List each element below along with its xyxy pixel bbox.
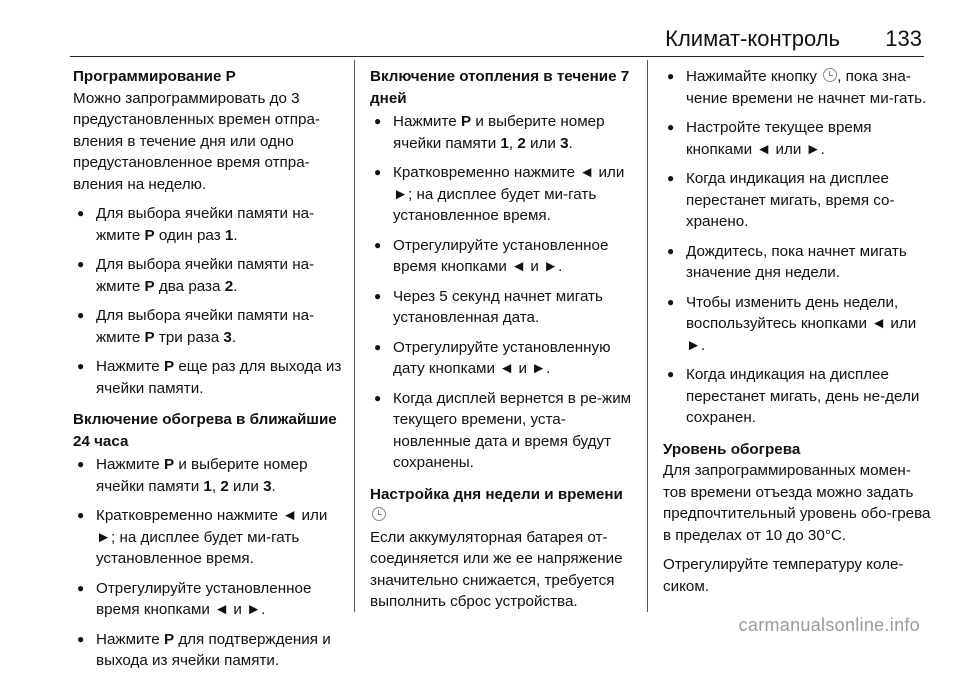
watermark: carmanualsonline.info [738, 615, 920, 635]
list-item: ● Нажмите P еще раз для выхода из ячейки памяти. [73, 356, 345, 399]
column-divider [354, 60, 355, 612]
column-divider [647, 60, 648, 612]
list-item: ● Через 5 секунд начнет мигать установленная дата. [370, 286, 632, 329]
list-item: ● Отрегулируйте установленное время кнопками ◄ и ►. [370, 235, 632, 278]
clock-icon [372, 507, 386, 521]
section-heading: Программирование P [73, 68, 236, 85]
column-1 [73, 66, 345, 682]
header-rule [70, 56, 924, 57]
section-heading: Включение отопления в течение 7 дней [370, 68, 630, 107]
paragraph: Если аккумуляторная батарея от-соединяется или же ее напряжение значительно снижается, требуется выполнить сброс устройства. [370, 528, 623, 610]
list-item: ● Для выбора ячейки памяти на-жмите P два раза 2. [73, 254, 345, 297]
paragraph: Отрегулируйте температуру коле-сиком. [663, 556, 904, 595]
bullet-list [73, 203, 345, 399]
list-item: ● Нажмите P и выберите номер ячейки памяти 1, 2 или 3. [73, 454, 345, 497]
paragraph: Можно запрограммировать до 3 предустановленных времен отпра-вления в течение дня или одно предустановленное время отпра-вления на неделю. [73, 89, 320, 193]
page-number: 133 [885, 26, 922, 51]
list-item: ● Когда индикация на дисплее перестанет мигать, день не-дели сохранен. [663, 364, 931, 429]
bullet-list [370, 111, 632, 474]
list-item: ● Дождитесь, пока начнет мигать значение дня недели. [663, 241, 931, 284]
list-item: ● Нажмите P и выберите номер ячейки памяти 1, 2 или 3. [370, 111, 632, 154]
section-heading: Уровень обогрева [663, 440, 801, 458]
section-heading: Настройка дня недели и времени [370, 484, 632, 527]
list-item: ● Нажмите P для подтверждения и выхода из ячейки памяти. [73, 629, 345, 672]
bullet-list [663, 66, 931, 429]
list-item: ● Когда индикация на дисплее перестанет мигать, время со-хранено. [663, 168, 931, 233]
list-item: ● Когда дисплей вернется в ре-жим текущего времени, уста-новленные дата и время будут сохранены. [370, 388, 632, 474]
page-title: Климат-контроль [665, 26, 840, 51]
clock-icon [823, 68, 837, 82]
list-item: ● Кратковременно нажмите ◄ или ►; на дисплее будет ми-гать установленное время. [73, 505, 345, 570]
column-3 [663, 66, 931, 605]
page-header [0, 0, 960, 58]
list-item: ● Нажимайте кнопку , пока зна-чение времени не начнет ми-гать. [663, 66, 931, 109]
list-item: ● Отрегулируйте установленное время кнопками ◄ и ►. [73, 578, 345, 621]
list-item: ● Для выбора ячейки памяти на-жмите P три раза 3. [73, 305, 345, 348]
list-item: ● Для выбора ячейки памяти на-жмите P один раз 1. [73, 203, 345, 246]
paragraph: Для запрограммированных момен-тов времени отъезда можно задать предпочтительный уровень обо-грева в пределах от 10 до 30°C. [663, 462, 931, 544]
list-item: ● Кратковременно нажмите ◄ или ►; на дисплее будет ми-гать установленное время. [370, 162, 632, 227]
section-heading: Включение обогрева в ближайшие 24 часа [73, 411, 337, 450]
list-item: ● Настройте текущее время кнопками ◄ или ►. [663, 117, 931, 160]
list-item: ● Отрегулируйте установленную дату кнопками ◄ и ►. [370, 337, 632, 380]
column-2 [370, 66, 632, 621]
list-item: ● Чтобы изменить день недели, воспользуйтесь кнопками ◄ или ►. [663, 292, 931, 357]
bullet-list [73, 454, 345, 672]
